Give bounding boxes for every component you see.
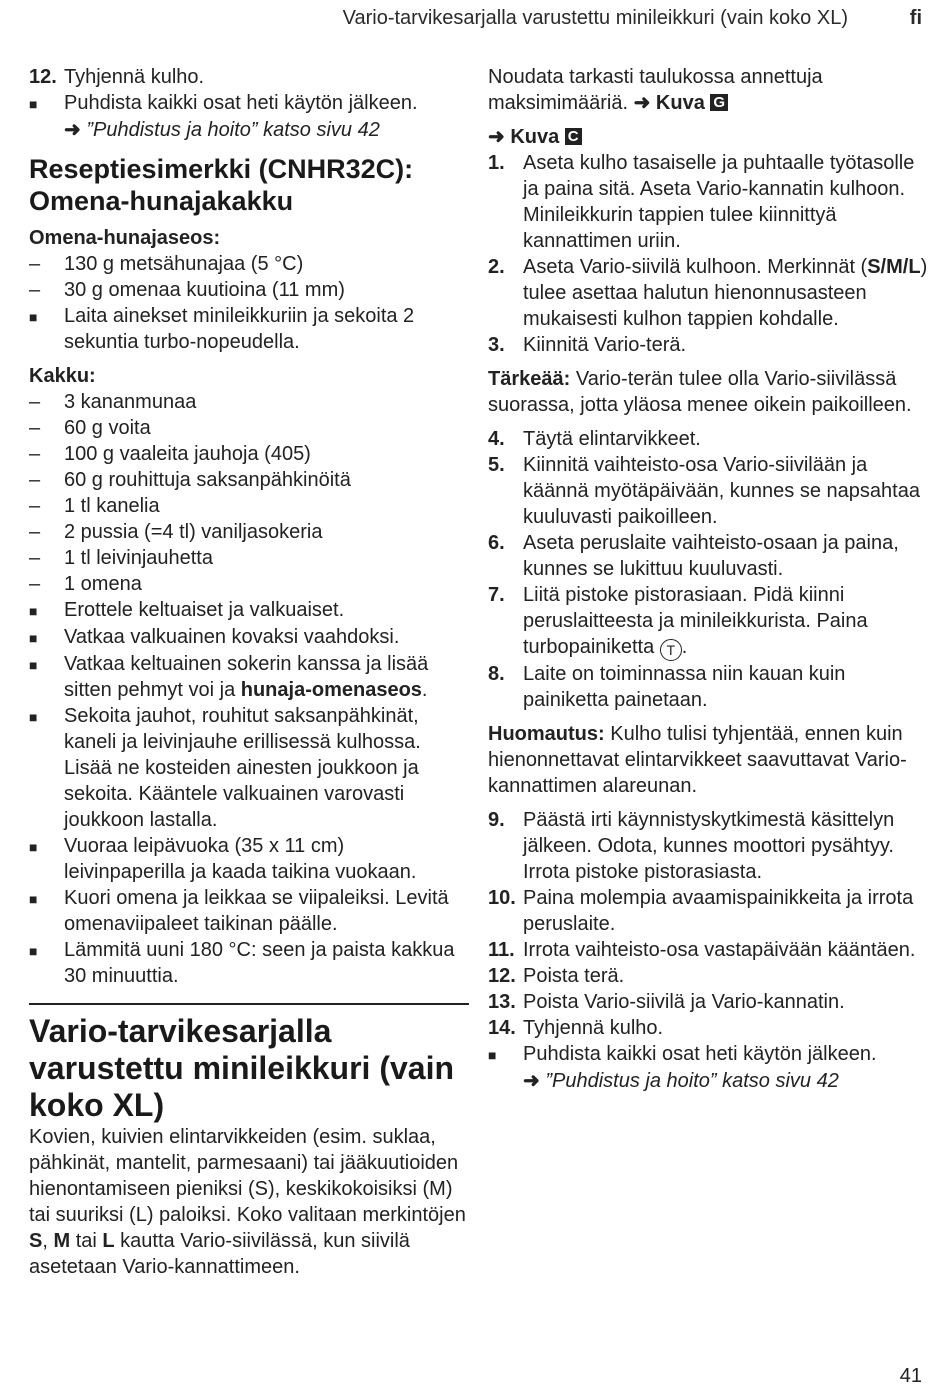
figure-label: Kuva [655, 92, 705, 114]
list-item [488, 807, 928, 885]
square-bullet-icon: ■ [29, 603, 38, 619]
list-item [29, 703, 469, 833]
list-item [488, 937, 928, 963]
bullet-yolk [29, 651, 469, 703]
intro-paragraph [488, 64, 928, 116]
cross-reference [29, 117, 469, 143]
arrow-right-icon: ➜ [633, 92, 651, 114]
bold-text: L [102, 1230, 115, 1252]
bold-text: hunaja-omenaseos [240, 679, 422, 701]
item-text: Vuoraa leipävuoka (35 x 11 cm) leivinpaperilla ja kaada taikina vuokaan. [64, 835, 417, 883]
figure-reference [488, 124, 928, 150]
list-item [488, 1015, 928, 1041]
figure-letter-badge: C [565, 128, 582, 145]
step-number: 12. [488, 965, 516, 987]
item-text: 60 g rouhittuja saksanpähkinöitä [64, 469, 351, 491]
square-bullet-icon: ■ [29, 96, 38, 112]
item-text: 2 pussia (=4 tl) vaniljasokeria [64, 521, 323, 543]
item-text: Lämmitä uuni 180 °C: seen ja paista kakkua 30 minuuttia. [64, 939, 455, 987]
arrow-right-icon: ➜ [64, 119, 81, 141]
dash-bullet-icon: – [29, 391, 41, 413]
step-3 [488, 332, 928, 358]
dash-bullet-icon: – [29, 253, 41, 275]
note-paragraph [488, 721, 928, 799]
list-item [29, 441, 469, 467]
bullet-clean [29, 90, 469, 117]
item-text: Tyhjennä kulho. [523, 1017, 664, 1039]
reference-text: ”Puhdistus ja hoito” katso sivu 42 [86, 119, 380, 141]
item-text: Kiinnitä vaihteisto-osa Vario-siivilään ja käännä myötäpäivään, kunnes se napsahtaa kuuluvasti paikoilleen. [523, 454, 920, 528]
step-text: Laite on toiminnassa niin kauan kuin painiketta painetaan. [523, 663, 846, 711]
figure-label: Kuva [510, 126, 560, 148]
square-bullet-icon: ■ [29, 891, 38, 907]
list-item [29, 415, 469, 441]
steps-9-14 [488, 807, 928, 1041]
bullet-clean-end [488, 1041, 928, 1068]
step-number: 6. [488, 532, 505, 554]
step-number: 9. [488, 809, 505, 831]
square-bullet-icon: ■ [29, 630, 38, 646]
list-item [488, 426, 928, 452]
dash-bullet-icon: – [29, 469, 41, 491]
item-text: Sekoita jauhot, rouhitut saksanpähkinät, kaneli ja leivinjauhe erillisessä kulhossa. Lisää ne kosteiden ainesten joukkoon ja sekoita. Kääntele valkuainen varovasti joukkoon lastalla. [64, 705, 421, 831]
bullet-mix [29, 303, 469, 355]
mix-subheading: Omena-hunajaseos: [29, 227, 221, 249]
list-item [29, 571, 469, 597]
text-part: Vatkaa keltuainen sokerin kanssa ja lisää sitten pehmyt voi ja [64, 653, 429, 701]
arrow-right-icon: ➜ [488, 126, 505, 148]
list-item [488, 452, 928, 530]
item-text: 130 g metsähunajaa (5 °C) [64, 253, 304, 275]
item-text: Paina molempia avaamispainikkeita ja irrota peruslaite. [523, 887, 914, 935]
turbo-button-icon: T [660, 639, 682, 661]
step-text: Aseta kulho tasaiselle ja puhtaalle työtasolle ja paina sitä. Aseta Vario-kannatin kulhoon. Minileikkurin tappien tulee kiinnittyä kannattimen uriin. [523, 152, 915, 252]
list-item [488, 885, 928, 937]
item-text: Poista Vario-siivilä ja Vario-kannatin. [523, 991, 845, 1013]
left-column [29, 64, 469, 1280]
reference-text: ”Puhdistus ja hoito” katso sivu 42 [545, 1070, 839, 1092]
step-number: 14. [488, 1017, 516, 1039]
text-part: ) tulee asettaa halutun hienonnusasteen mukaisesti kulhon tappien kohdalle. [523, 256, 928, 330]
step-number: 3. [488, 334, 505, 356]
item-text: 1 omena [64, 573, 142, 595]
list-item [29, 467, 469, 493]
step-8 [488, 661, 928, 713]
dash-bullet-icon: – [29, 417, 41, 439]
bullet-text [64, 651, 469, 703]
text-part: . [681, 636, 688, 658]
list-item [29, 251, 469, 277]
cross-reference [488, 1068, 928, 1094]
section-divider [29, 1003, 469, 1005]
text-part: , [42, 1230, 54, 1252]
step-number: 10. [488, 887, 516, 909]
right-column [488, 64, 928, 1094]
text-part: Noudata tarkasti taulukossa annettuja maksimimääriä. [488, 66, 823, 114]
square-bullet-icon: ■ [29, 839, 38, 855]
arrow-right-icon: ➜ [523, 1070, 540, 1092]
text-part: Liitä pistoke pistorasiaan. Pidä kiinni peruslaitteesta ja minileikkurista. Paina turbopainiketta [523, 584, 868, 658]
item-text: Täytä elintarvikkeet. [523, 428, 701, 450]
dash-bullet-icon: – [29, 495, 41, 517]
mix-ingredient-list [29, 251, 469, 303]
dash-bullet-icon: – [29, 547, 41, 569]
step-number: 7. [488, 584, 505, 606]
section-intro [29, 1124, 469, 1280]
step-text [523, 582, 928, 661]
step-text: Tyhjennä kulho. [64, 66, 205, 88]
step-text [523, 254, 928, 332]
item-text: 1 tl leivinjauhetta [64, 547, 213, 569]
dash-bullet-icon: – [29, 279, 41, 301]
text-part: kautta Vario-siivilässä, kun siivilä asetetaan Vario-kannattimeen. [29, 1230, 410, 1278]
square-bullet-icon: ■ [29, 709, 38, 725]
item-text: Erottele keltuaiset ja valkuaiset. [64, 599, 345, 621]
square-bullet-icon: ■ [488, 1047, 497, 1063]
dash-bullet-icon: – [29, 573, 41, 595]
step-2 [488, 254, 928, 332]
page-number: 41 [899, 1365, 922, 1387]
square-bullet-icon: ■ [29, 657, 38, 673]
item-text: Poista terä. [523, 965, 625, 987]
item-text: Vatkaa valkuainen kovaksi vaahdoksi. [64, 626, 400, 648]
list-item [29, 389, 469, 415]
step-number: 12. [29, 66, 57, 88]
item-text: 30 g omenaa kuutioina (11 mm) [64, 279, 345, 301]
list-item [29, 519, 469, 545]
step-7 [488, 582, 928, 661]
running-header-title: Vario-tarvikesarjalla varustettu minileikkuri (vain koko XL) [342, 7, 848, 29]
item-text: Irrota vaihteisto-osa vastapäivään kääntäen. [523, 939, 916, 961]
list-item [488, 963, 928, 989]
note-text: Kulho tulisi tyhjentää, ennen kuin hienonnettavat elintarvikkeet saavuttavat Vario-kannattimen alareunan. [488, 723, 907, 797]
cake-subheading: Kakku: [29, 365, 96, 387]
step-12-top [29, 64, 469, 90]
cake-step-list-2 [29, 703, 469, 989]
steps-4-6 [488, 426, 928, 582]
text-part: tai [70, 1230, 103, 1252]
figure-letter-badge: G [710, 94, 728, 111]
item-text: Kuori omena ja leikkaa se viipaleiksi. Levitä omenaviipaleet taikinan päälle. [64, 887, 449, 935]
list-item [488, 530, 928, 582]
step-number: 8. [488, 663, 505, 685]
list-item [29, 493, 469, 519]
dash-bullet-icon: – [29, 521, 41, 543]
bullet-text: Puhdista kaikki osat heti käytön jälkeen. [64, 92, 418, 114]
step-number: 2. [488, 256, 505, 278]
cake-ingredient-list [29, 389, 469, 597]
step-number: 1. [488, 152, 505, 174]
cake-step-list-1 [29, 597, 469, 651]
bold-text: S/M/L [867, 256, 921, 278]
square-bullet-icon: ■ [29, 309, 38, 325]
note-label: Huomautus: [488, 723, 605, 745]
list-item [29, 624, 469, 651]
list-item [29, 597, 469, 624]
item-text: 100 g vaaleita jauhoja (405) [64, 443, 311, 465]
text-part: Kovien, kuivien elintarvikkeiden (esim. suklaa, pähkinät, mantelit, parmesaani) tai jääkuutioiden hienontamiseen pieniksi (S), keskikokoisiksi (M) tai suuriksi (L) paloiksi. Koko valitaan merkintöjen [29, 1126, 466, 1226]
list-item [29, 833, 469, 885]
note-text: Vario-terän tulee olla Vario-siivilässä suorassa, jotta yläosa menee oikein paikoilleen. [488, 368, 912, 416]
item-text: Aseta peruslaite vaihteisto-osaan ja paina, kunnes se lukittuu kuuluvasti. [523, 532, 899, 580]
dash-bullet-icon: – [29, 443, 41, 465]
item-text: 1 tl kanelia [64, 495, 160, 517]
bold-text: M [53, 1230, 71, 1252]
step-text: Kiinnitä Vario-terä. [523, 334, 687, 356]
list-item [488, 989, 928, 1015]
language-code: fi [909, 7, 922, 29]
recipe-heading: Reseptiesimerkki (CNHR32C): Omena-hunajakakku [29, 154, 414, 216]
list-item [29, 277, 469, 303]
item-text: Päästä irti käynnistyskytkimestä käsittelyn jälkeen. Odota, kunnes moottori pysähtyy. Irrota pistoke pistorasiasta. [523, 809, 895, 883]
list-item [29, 937, 469, 989]
step-number: 5. [488, 454, 505, 476]
list-item [29, 885, 469, 937]
list-item [29, 545, 469, 571]
important-note [488, 366, 928, 418]
step-number: 11. [488, 939, 515, 961]
step-number: 4. [488, 428, 505, 450]
bullet-text: Laita ainekset minileikkuriin ja sekoita 2 sekuntia turbo-nopeudella. [64, 305, 415, 353]
item-text: 3 kananmunaa [64, 391, 197, 413]
section-heading: Vario-tarvikesarjalla varustettu minileikkuri (vain koko XL) [29, 1013, 455, 1123]
text-part: Aseta Vario-siivilä kulhoon. Merkinnät ( [523, 256, 868, 278]
step-number: 13. [488, 991, 516, 1013]
bullet-text: Puhdista kaikki osat heti käytön jälkeen. [523, 1043, 877, 1065]
item-text: 60 g voita [64, 417, 151, 439]
text-part: . [421, 679, 428, 701]
step-1 [488, 150, 928, 254]
note-label: Tärkeää: [488, 368, 571, 390]
square-bullet-icon: ■ [29, 943, 38, 959]
bold-text: S [29, 1230, 43, 1252]
